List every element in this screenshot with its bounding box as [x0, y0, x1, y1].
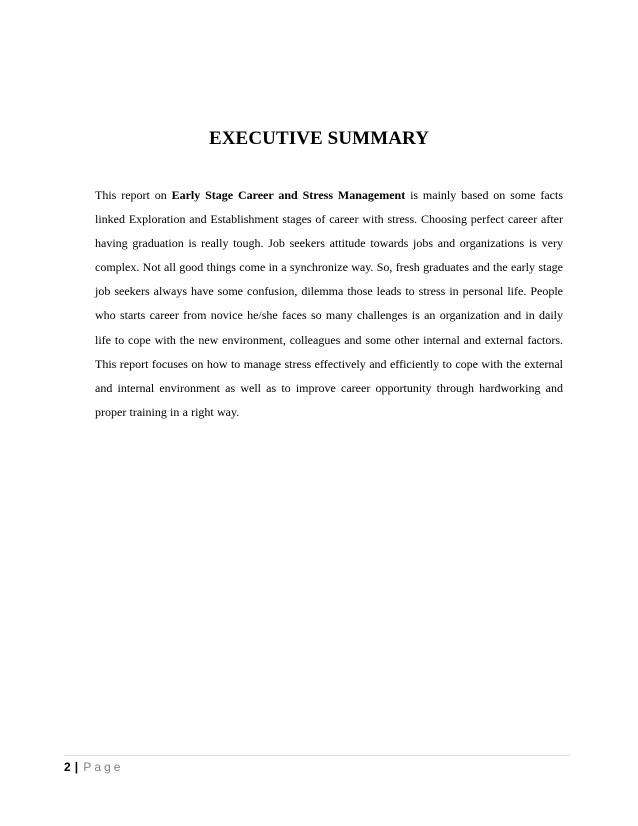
page-title: EXECUTIVE SUMMARY: [208, 128, 430, 149]
page-label: Page: [83, 760, 124, 774]
summary-text: is mainly based on some facts linked Exploration and Establishment stages of career with stress. Choosing perfect career after having graduation is really tough. Job seekers attitude towards jobs and organizations is very complex. Not all good things come in a synchronize way. So, fresh graduates and the early stage job seekers always have some confusion, dilemma those leads to stress in personal life. People who starts career from novice he/she faces so many challenges is an organization and in daily life to cope with the new environment, colleagues and some other internal and external factors. This report focuses on how to manage stress effectively and efficiently to cope with the external and internal environment as well as to improve career opportunity through hardworking and proper training in a right way.: [95, 188, 564, 419]
executive-summary-paragraph: [95, 183, 563, 424]
page-number: 2: [64, 760, 71, 774]
summary-bold-topic: Early Stage Career and Stress Management: [171, 188, 406, 202]
footer-divider: [64, 755, 570, 756]
page-footer: [64, 759, 123, 775]
summary-intro: This report on: [95, 188, 172, 202]
footer-separator: |: [74, 760, 79, 774]
